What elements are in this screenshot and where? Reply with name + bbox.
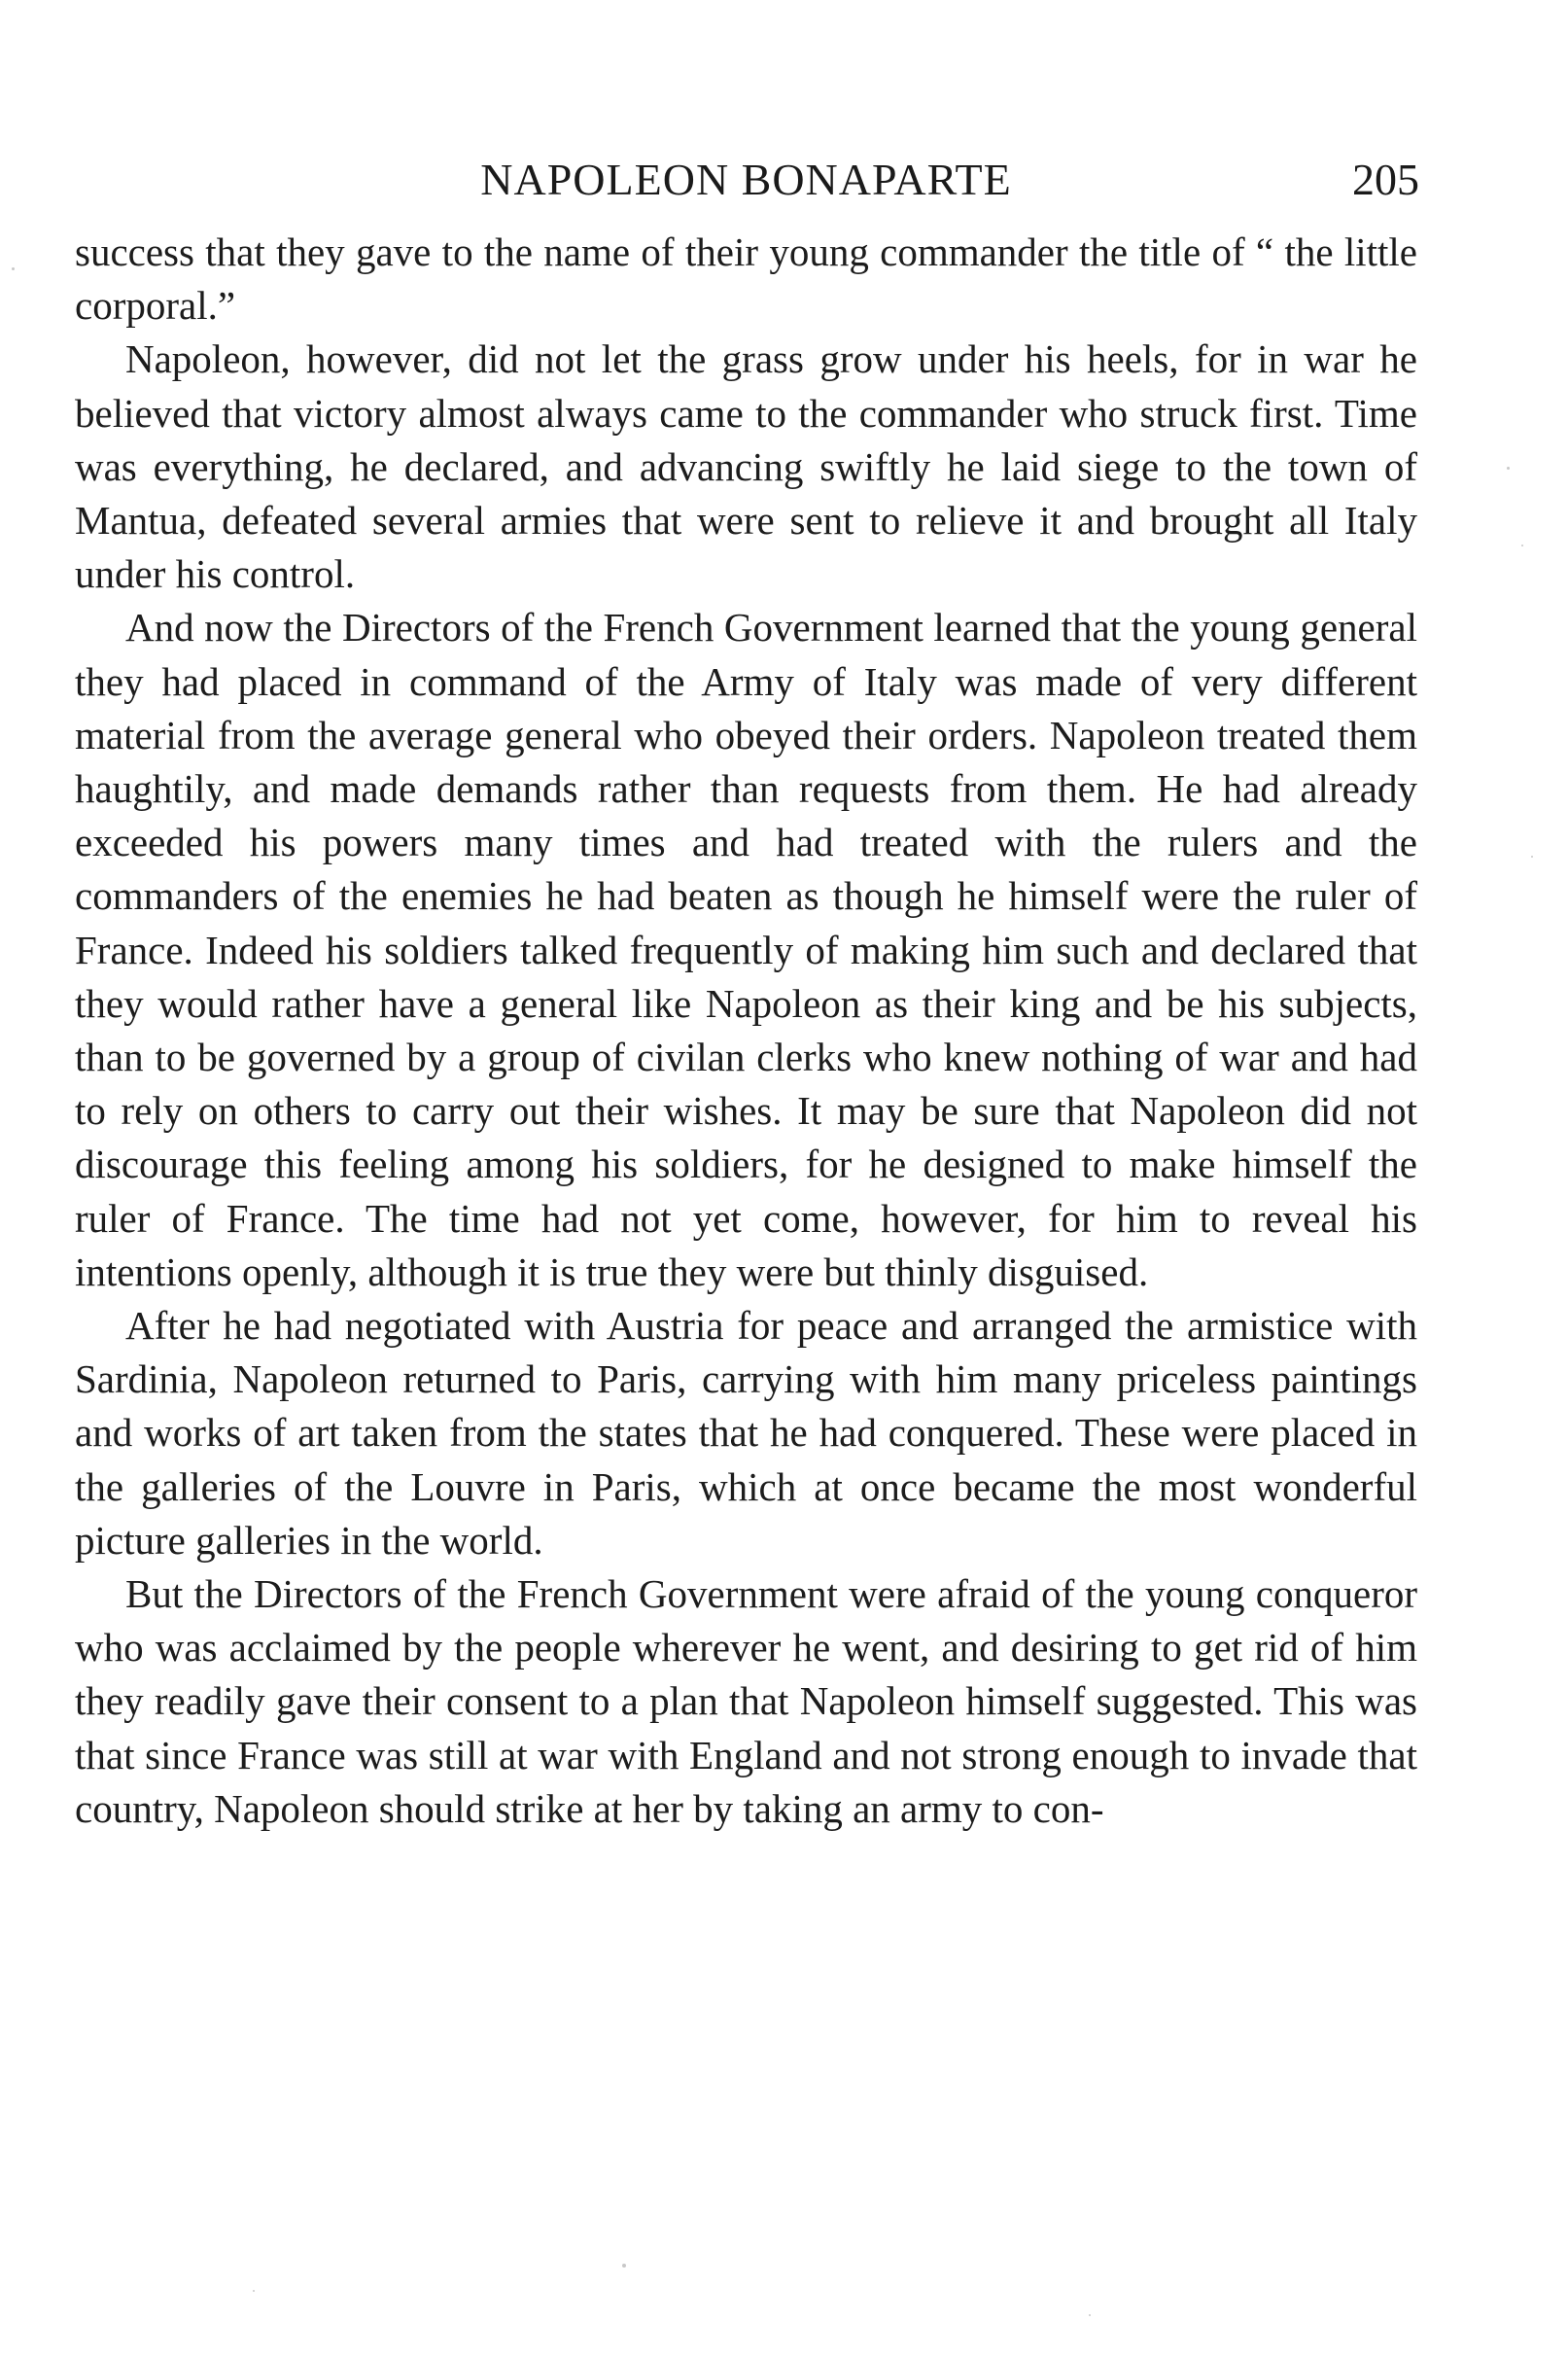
- scan-speckle: [1507, 467, 1510, 470]
- paragraph-england-plan: But the Directors of the French Government were afraid of the young conqueror who was acclaimed by the people wherever he went, and desiring to get rid of him they readily gave their consent to a plan that Napoleon himself suggested. This was that since France was still at war with England and not strong enough to invade that country, Napoleon should strike at her by taking an army to con-: [75, 1571, 1417, 1831]
- scan-speckle: [253, 2290, 255, 2292]
- scan-speckle: [1521, 545, 1523, 546]
- paragraph-mantua: Napoleon, however, did not let the grass grow under his heels, for in war he believed that victory almost always came to the commander who struck first. Time was everything, he declared, and advancing swiftly he laid siege to the town of Mantua, defeated several armies that were sent to relieve it and brought all Italy under his control.: [75, 336, 1417, 597]
- scan-speckle: [622, 2264, 626, 2268]
- scan-speckle: [1531, 856, 1533, 858]
- paragraph-continuation: success that they gave to the name of their young commander the title of “ the little corporal.”: [75, 229, 1417, 329]
- paragraph-louvre: After he had negotiated with Austria for peace and arranged the armistice with Sardinia, Napoleon returned to Paris, carrying with him many priceless paintings and works of art taken from the states that he had conquered. These were placed in the galleries of the Louvre in Paris, which at once became the most wonderful picture galleries in the world.: [75, 1303, 1417, 1563]
- scan-speckle: [1089, 2314, 1091, 2316]
- paragraph-directors: And now the Directors of the French Government learned that the young general they had placed in command of the Army of Italy was made of very different material from the average general who obeyed their orders. Napoleon treated them haughtily, and made demands rather than requests from them. He had already exceeded his powers many times and had treated with the rulers and the commanders of the enemies he had beaten as though he himself were the ruler of France. Indeed his soldiers talked frequently of making him such and declared that they would rather have a general like Napoleon as their king and be his subjects, than to be governed by a group of civilan clerks who knew nothing of war and had to rely on others to carry out their wishes. It may be sure that Napoleon did not discourage this feeling among his soldiers, for he designed to make himself the ruler of France. The time had not yet come, however, for him to reveal his intentions openly, although it is true they were but thinly disguised.: [75, 605, 1417, 1294]
- page-number: 205: [1352, 155, 1419, 204]
- body-text: [75, 226, 1417, 1836]
- scan-speckle: [12, 267, 15, 270]
- running-title: NAPOLEON BONAPARTE: [480, 155, 1012, 204]
- running-head: [73, 146, 1419, 214]
